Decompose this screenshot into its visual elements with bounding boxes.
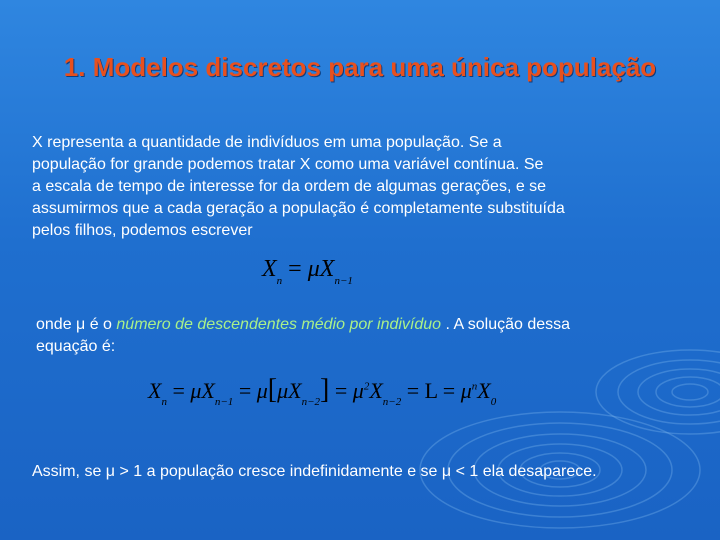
eq-symbol: μ [190, 378, 202, 403]
eq-subscript: n−1 [334, 274, 353, 287]
eq-subscript: 0 [490, 396, 497, 409]
eq-subscript: n−2 [382, 396, 402, 409]
eq-symbol: = [406, 378, 420, 403]
solution-equation [148, 374, 497, 409]
paragraph-line: pelos filhos, podemos escrever [32, 222, 253, 239]
eq-symbol: X [477, 378, 491, 403]
slide-title: 1. Modelos discretos para uma única população [63, 52, 657, 82]
eq-symbol: μ [352, 378, 364, 403]
recurrence-equation [262, 256, 353, 285]
mu-symbol: μ [76, 316, 86, 333]
eq-symbol: μ [307, 256, 320, 282]
conclusion-line [32, 463, 712, 481]
conclusion-text: Assim, se [32, 463, 106, 480]
paragraph-line: X representa a quantidade de indivíduos em uma população. Se a [32, 134, 502, 151]
highlighted-term: número de descendentes médio por indivíduo [116, 316, 442, 333]
mu-symbol: μ [105, 463, 116, 480]
conclusion-text: > 1 a população cresce indefinidamente e se [115, 463, 442, 480]
eq-subscript: n−2 [301, 396, 321, 409]
eq-symbol: X [262, 256, 277, 282]
eq-bracket: ] [320, 374, 330, 405]
onde-text: onde [36, 316, 77, 333]
intro-paragraph [32, 132, 672, 242]
eq-symbol: μ [460, 378, 472, 403]
eq-symbol: μ [256, 378, 268, 403]
eq-symbol: X [148, 378, 162, 403]
eq-subscript: n−1 [214, 396, 234, 409]
mu-symbol: μ [441, 463, 452, 480]
eq-symbol: = [238, 378, 252, 403]
paragraph-line: população for grande podemos tratar X como uma variável contínua. Se [32, 156, 544, 173]
eq-symbol: X [288, 378, 302, 403]
eq-superscript: n [471, 380, 478, 393]
eq-ellipsis: L [424, 378, 438, 403]
eq-symbol: = [172, 378, 185, 403]
eq-symbol: μ [277, 378, 289, 403]
eq-symbol: = [334, 378, 348, 403]
conclusion-text: < 1 ela desaparece. [451, 463, 597, 480]
onde-text: . A solução dessa [441, 316, 571, 333]
eq-symbol: = [442, 378, 456, 403]
eq-symbol: = [288, 256, 302, 282]
mu-definition-paragraph [36, 314, 676, 358]
onde-text: equação é: [36, 338, 116, 355]
eq-symbol: X [319, 256, 335, 282]
eq-symbol: X [369, 378, 383, 403]
eq-subscript: n [161, 396, 167, 409]
paragraph-line: assumirmos que a cada geração a população é completamente substituída [32, 200, 565, 217]
eq-symbol: X [201, 378, 215, 403]
eq-superscript: 2 [363, 380, 370, 393]
onde-text: é o [85, 316, 117, 333]
eq-subscript: n [276, 274, 283, 287]
eq-bracket: [ [267, 374, 278, 405]
paragraph-line: a escala de tempo de interesse for da ordem de algumas gerações, e se [32, 178, 547, 195]
